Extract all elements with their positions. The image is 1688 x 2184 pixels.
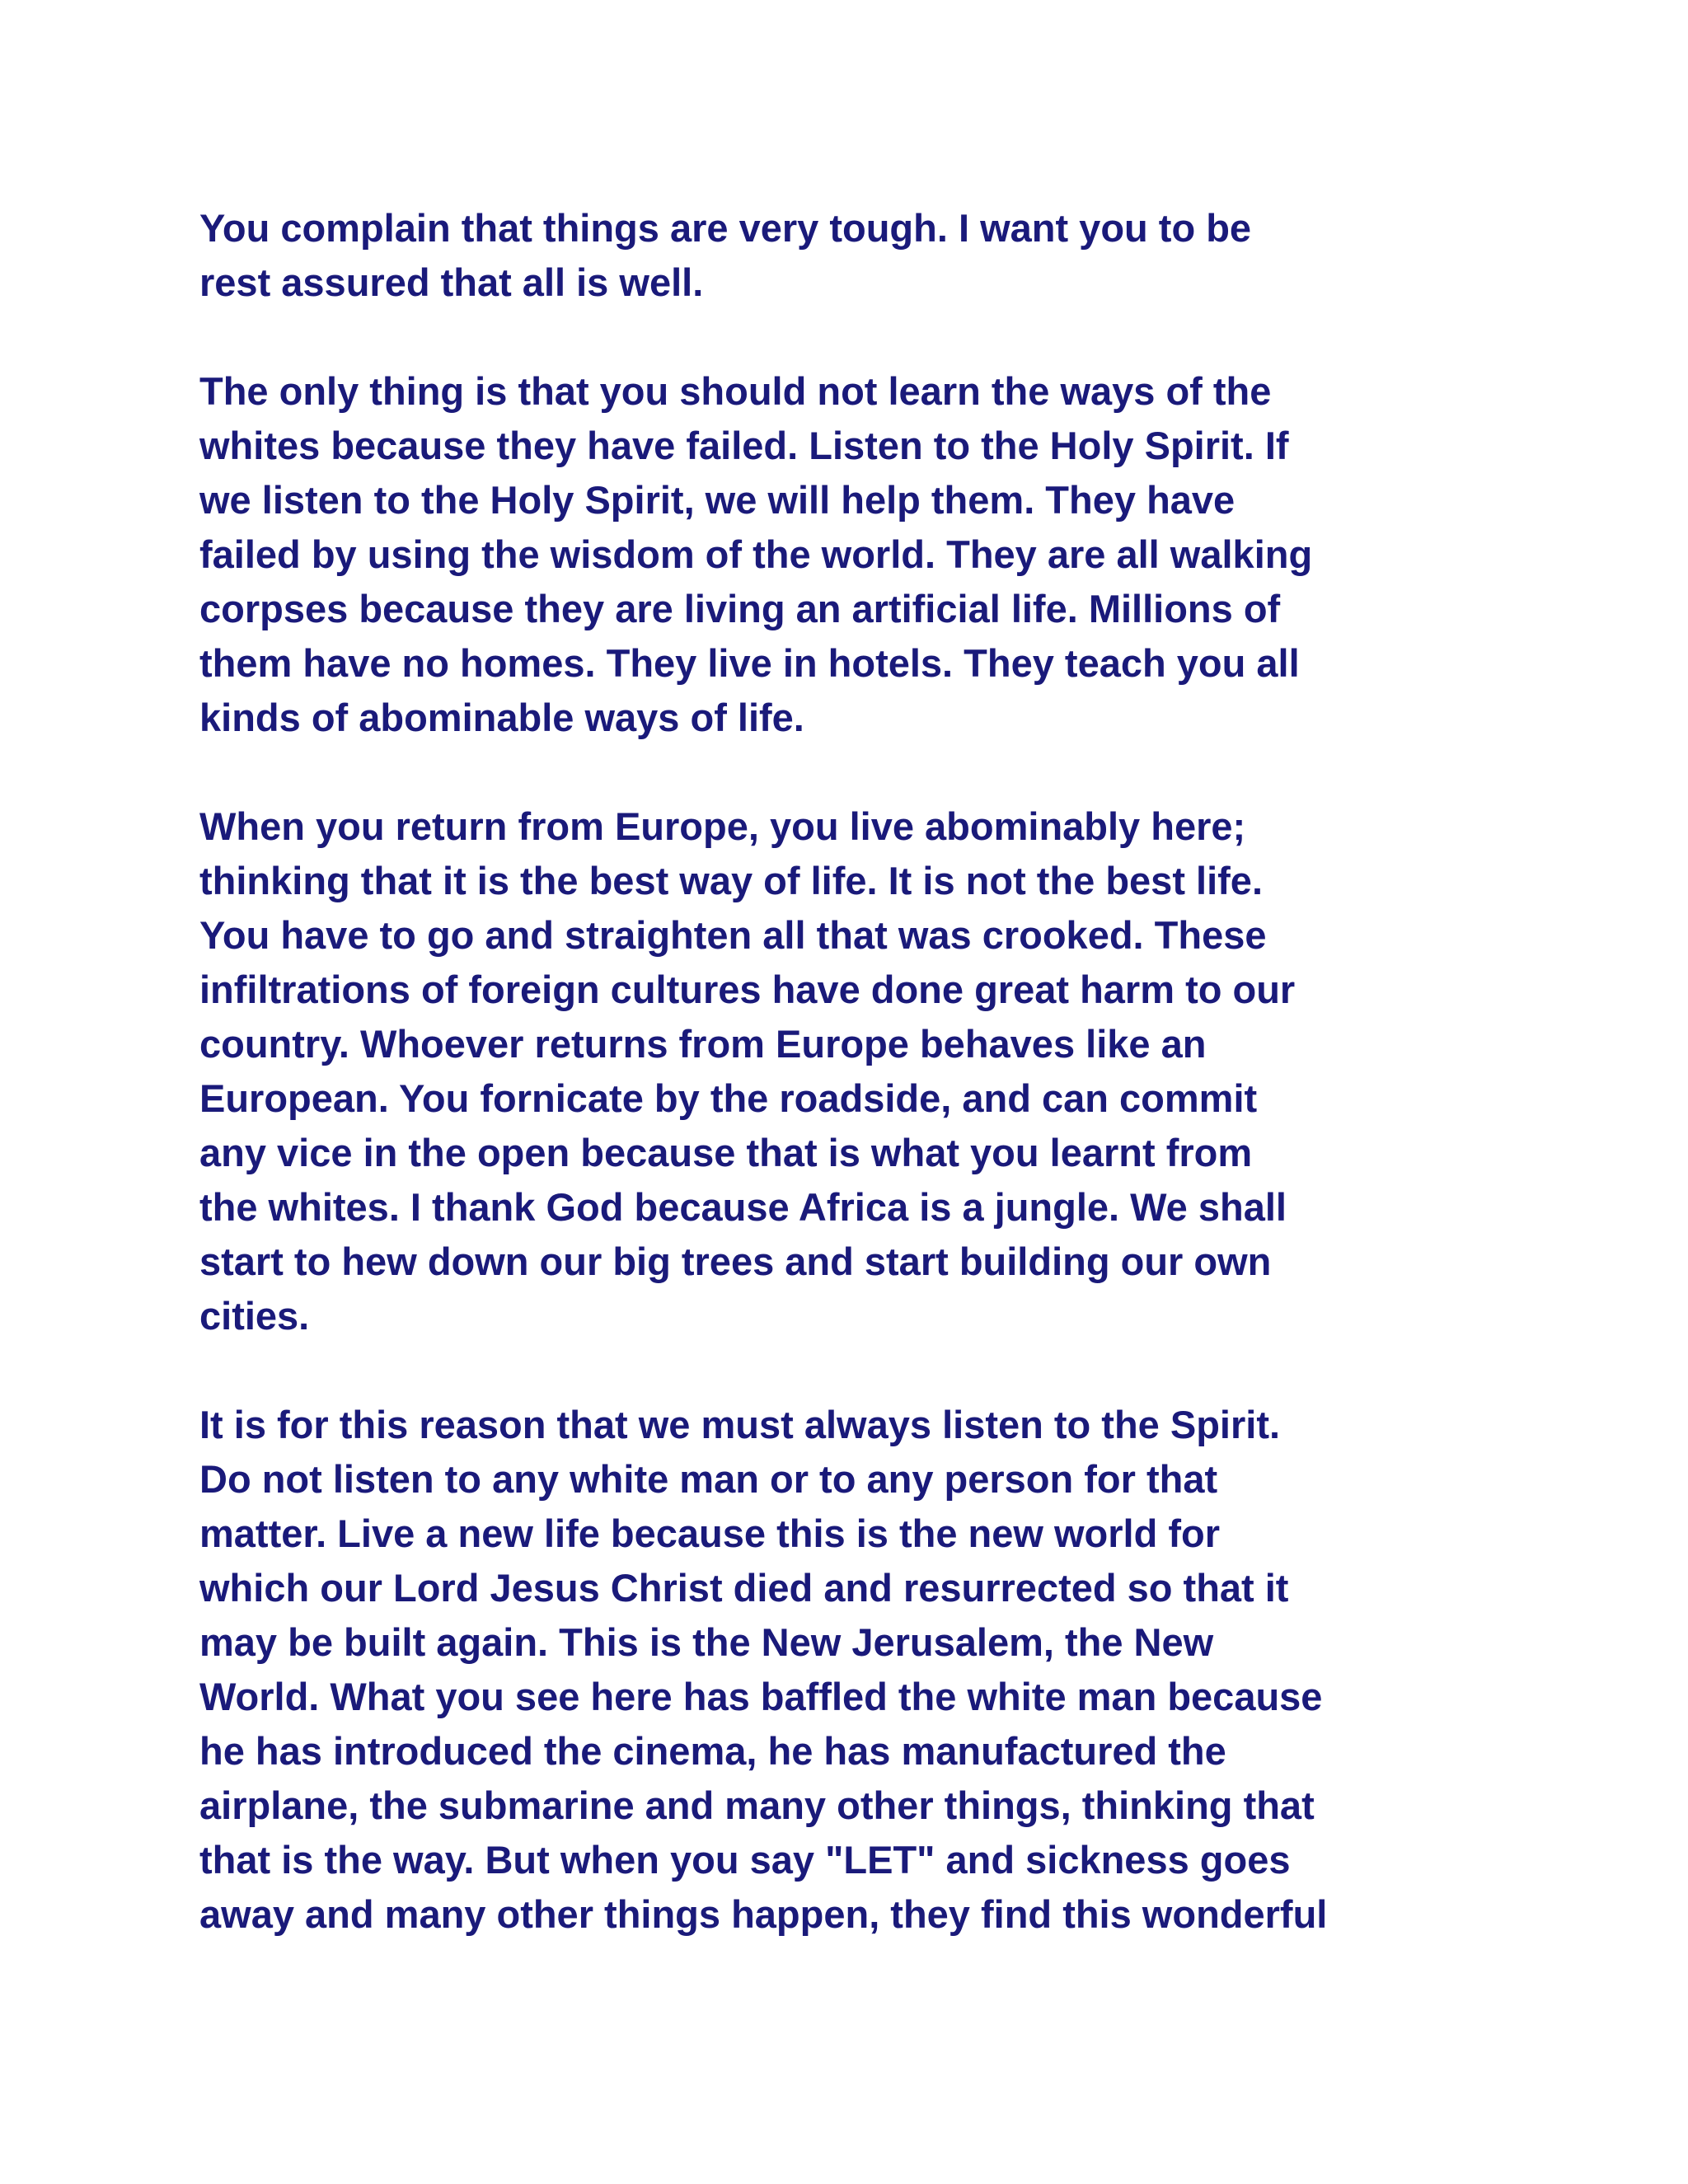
- text-line: You have to go and straighten all that was crooked. These: [199, 913, 1267, 957]
- text-line: infiltrations of foreign cultures have done great harm to our: [199, 968, 1296, 1011]
- paragraph-1: [199, 201, 1518, 310]
- text-line: may be built again. This is the New Jerusalem, the New: [199, 1620, 1214, 1664]
- text-line: The only thing is that you should not learn the ways of the: [199, 369, 1272, 413]
- text-line: World. What you see here has baffled the white man because: [199, 1675, 1323, 1718]
- text-line: matter. Live a new life because this is the new world for: [199, 1511, 1221, 1555]
- text-line: When you return from Europe, you live abominably here;: [199, 804, 1246, 848]
- text-line: we listen to the Holy Spirit, we will help them. They have: [199, 478, 1236, 522]
- paragraph-2: [199, 364, 1518, 745]
- text-line: that is the way. But when you say "LET" and sickness goes: [199, 1838, 1291, 1882]
- text-line: corpses because they are living an artificial life. Millions of: [199, 587, 1281, 630]
- text-line: thinking that it is the best way of life. It is not the best life.: [199, 859, 1263, 902]
- text-line: European. You fornicate by the roadside, and can commit: [199, 1076, 1258, 1120]
- text-line: cities.: [199, 1294, 310, 1338]
- text-line: them have no homes. They live in hotels. They teach you all: [199, 641, 1300, 685]
- text-line: whites because they have failed. Listen to the Holy Spirit. If: [199, 424, 1289, 467]
- paragraph-3: [199, 799, 1518, 1343]
- text-line: any vice in the open because that is what you learnt from: [199, 1131, 1253, 1174]
- text-line: away and many other things happen, they find this wonderful: [199, 1892, 1328, 1936]
- text-line: airplane, the submarine and many other things, thinking that: [199, 1783, 1315, 1827]
- text-line: country. Whoever returns from Europe behaves like an: [199, 1022, 1207, 1066]
- text-line: the whites. I thank God because Africa is a jungle. We shall: [199, 1185, 1287, 1229]
- document-body: [199, 201, 1518, 1996]
- text-line: You complain that things are very tough. I want you to be: [199, 206, 1252, 250]
- text-line: which our Lord Jesus Christ died and resurrected so that it: [199, 1566, 1289, 1610]
- text-line: failed by using the wisdom of the world. They are all walking: [199, 532, 1313, 576]
- text-line: kinds of abominable ways of life.: [199, 696, 804, 739]
- text-line: he has introduced the cinema, he has manufactured the: [199, 1729, 1226, 1773]
- paragraph-4: [199, 1398, 1518, 1942]
- text-line: It is for this reason that we must always listen to the Spirit.: [199, 1403, 1281, 1446]
- text-line: start to hew down our big trees and start building our own: [199, 1240, 1272, 1283]
- text-line: Do not listen to any white man or to any person for that: [199, 1457, 1218, 1501]
- text-line: rest assured that all is well.: [199, 260, 704, 304]
